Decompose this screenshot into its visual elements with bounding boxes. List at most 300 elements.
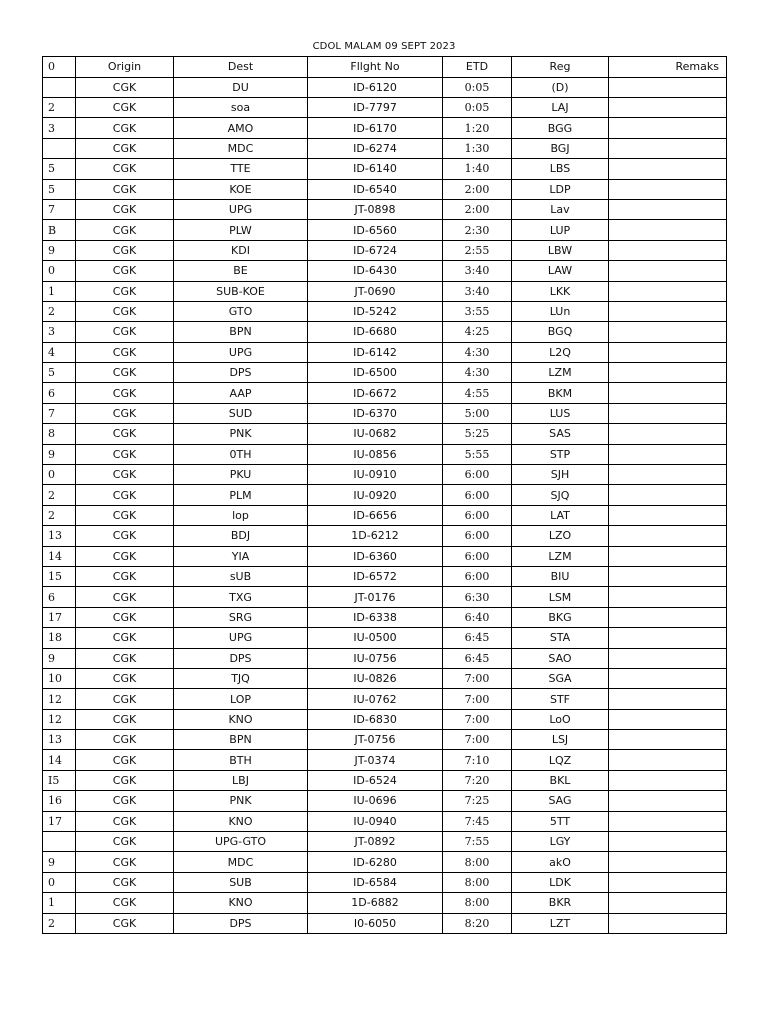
cell-etd: 1:30 xyxy=(443,138,512,158)
cell-flight-no: ID-6584 xyxy=(308,872,443,892)
cell-remarks xyxy=(609,505,727,525)
cell-origin: CGK xyxy=(76,138,174,158)
cell-etd: 6:40 xyxy=(443,607,512,627)
cell-flight-no: ID-6540 xyxy=(308,179,443,199)
cell-reg: LBW xyxy=(512,240,609,260)
cell-flight-no: ID-6430 xyxy=(308,261,443,281)
cell-no: 17 xyxy=(43,811,76,831)
cell-remarks xyxy=(609,199,727,219)
cell-remarks xyxy=(609,342,727,362)
cell-etd: 7:00 xyxy=(443,709,512,729)
cell-remarks xyxy=(609,587,727,607)
cell-flight-no: IU-0696 xyxy=(308,791,443,811)
cell-remarks xyxy=(609,730,727,750)
cell-reg: LKK xyxy=(512,281,609,301)
cell-dest: UPG xyxy=(174,628,308,648)
cell-no: 2 xyxy=(43,505,76,525)
cell-reg: LBS xyxy=(512,159,609,179)
cell-remarks xyxy=(609,546,727,566)
cell-etd: 7:00 xyxy=(443,668,512,688)
cell-dest: BTH xyxy=(174,750,308,770)
cell-flight-no: ID-6280 xyxy=(308,852,443,872)
cell-origin: CGK xyxy=(76,342,174,362)
cell-dest: MDC xyxy=(174,138,308,158)
table-row xyxy=(43,628,727,648)
cell-origin: CGK xyxy=(76,485,174,505)
cell-flight-no: ID-6170 xyxy=(308,118,443,138)
cell-flight-no: ID-6830 xyxy=(308,709,443,729)
cell-no: 9 xyxy=(43,648,76,668)
cell-no: 7 xyxy=(43,199,76,219)
cell-remarks xyxy=(609,607,727,627)
cell-etd: 6:30 xyxy=(443,587,512,607)
cell-reg: LDK xyxy=(512,872,609,892)
cell-flight-no: ID-6140 xyxy=(308,159,443,179)
cell-reg: LUS xyxy=(512,403,609,423)
cell-reg: BGG xyxy=(512,118,609,138)
cell-flight-no: ID-6680 xyxy=(308,322,443,342)
cell-reg: SAG xyxy=(512,791,609,811)
table-row xyxy=(43,770,727,790)
cell-flight-no: 1D-6212 xyxy=(308,526,443,546)
cell-reg: LoO xyxy=(512,709,609,729)
cell-origin: CGK xyxy=(76,811,174,831)
cell-dest: GTO xyxy=(174,301,308,321)
cell-no: 2 xyxy=(43,485,76,505)
cell-dest: DPS xyxy=(174,648,308,668)
cell-no: 0 xyxy=(43,261,76,281)
cell-flight-no: IU-0910 xyxy=(308,465,443,485)
header-remarks: Remaks xyxy=(609,57,727,78)
cell-dest: BPN xyxy=(174,730,308,750)
cell-etd: 7:25 xyxy=(443,791,512,811)
cell-etd: 6:45 xyxy=(443,628,512,648)
cell-reg: LZM xyxy=(512,546,609,566)
cell-flight-no: IU-0856 xyxy=(308,444,443,464)
cell-dest: PNK xyxy=(174,424,308,444)
cell-flight-no: IU-0826 xyxy=(308,668,443,688)
cell-flight-no: ID-6338 xyxy=(308,607,443,627)
cell-reg: SAS xyxy=(512,424,609,444)
cell-remarks xyxy=(609,179,727,199)
cell-no: I5 xyxy=(43,770,76,790)
cell-origin: CGK xyxy=(76,546,174,566)
cell-no: 0 xyxy=(43,465,76,485)
cell-etd: 5:25 xyxy=(443,424,512,444)
cell-etd: 0:05 xyxy=(443,97,512,117)
cell-dest: KOE xyxy=(174,179,308,199)
cell-dest: MDC xyxy=(174,852,308,872)
cell-dest: PLM xyxy=(174,485,308,505)
cell-reg: (D) xyxy=(512,77,609,97)
cell-etd: 7:00 xyxy=(443,689,512,709)
table-row xyxy=(43,363,727,383)
cell-remarks xyxy=(609,465,727,485)
cell-remarks xyxy=(609,444,727,464)
cell-dest: BDJ xyxy=(174,526,308,546)
cell-remarks xyxy=(609,709,727,729)
cell-remarks xyxy=(609,383,727,403)
cell-remarks xyxy=(609,159,727,179)
cell-remarks xyxy=(609,301,727,321)
cell-reg: STP xyxy=(512,444,609,464)
cell-etd: 8:00 xyxy=(443,893,512,913)
cell-flight-no: ID-6120 xyxy=(308,77,443,97)
cell-dest: AAP xyxy=(174,383,308,403)
table-row xyxy=(43,730,727,750)
cell-flight-no: IU-0762 xyxy=(308,689,443,709)
cell-reg: BKM xyxy=(512,383,609,403)
cell-reg: 5TT xyxy=(512,811,609,831)
table-row xyxy=(43,444,727,464)
table-row xyxy=(43,118,727,138)
cell-remarks xyxy=(609,118,727,138)
cell-no: 8 xyxy=(43,424,76,444)
cell-etd: 1:40 xyxy=(443,159,512,179)
cell-dest: PLW xyxy=(174,220,308,240)
cell-no: 2 xyxy=(43,97,76,117)
cell-reg: SAO xyxy=(512,648,609,668)
cell-dest: lop xyxy=(174,505,308,525)
cell-dest: DPS xyxy=(174,363,308,383)
cell-flight-no: ID-6500 xyxy=(308,363,443,383)
cell-flight-no: ID-6274 xyxy=(308,138,443,158)
table-body xyxy=(43,77,727,933)
cell-dest: KNO xyxy=(174,893,308,913)
table-row xyxy=(43,526,727,546)
cell-remarks xyxy=(609,281,727,301)
table-row xyxy=(43,893,727,913)
cell-no: 5 xyxy=(43,363,76,383)
cell-flight-no: ID-5242 xyxy=(308,301,443,321)
table-row xyxy=(43,220,727,240)
cell-reg: BIU xyxy=(512,566,609,586)
cell-remarks xyxy=(609,424,727,444)
cell-remarks xyxy=(609,138,727,158)
cell-remarks xyxy=(609,220,727,240)
cell-etd: 5:00 xyxy=(443,403,512,423)
cell-remarks xyxy=(609,648,727,668)
cell-origin: CGK xyxy=(76,240,174,260)
cell-remarks xyxy=(609,485,727,505)
cell-origin: CGK xyxy=(76,872,174,892)
cell-reg: SGA xyxy=(512,668,609,688)
cell-reg: STF xyxy=(512,689,609,709)
cell-origin: CGK xyxy=(76,77,174,97)
cell-origin: CGK xyxy=(76,893,174,913)
table-row xyxy=(43,342,727,362)
cell-etd: 7:20 xyxy=(443,770,512,790)
table-row xyxy=(43,811,727,831)
table-row xyxy=(43,709,727,729)
table-row xyxy=(43,424,727,444)
table-row xyxy=(43,281,727,301)
table-row xyxy=(43,791,727,811)
cell-etd: 8:00 xyxy=(443,852,512,872)
table-row xyxy=(43,383,727,403)
cell-etd: 6:00 xyxy=(443,465,512,485)
cell-reg: LAW xyxy=(512,261,609,281)
cell-no: 13 xyxy=(43,526,76,546)
cell-flight-no: JT-0176 xyxy=(308,587,443,607)
cell-etd: 1:20 xyxy=(443,118,512,138)
cell-dest: KDI xyxy=(174,240,308,260)
header-flight-no: Fllght No xyxy=(308,57,443,78)
cell-reg: LSM xyxy=(512,587,609,607)
cell-origin: CGK xyxy=(76,730,174,750)
cell-dest: SUB xyxy=(174,872,308,892)
cell-origin: CGK xyxy=(76,159,174,179)
cell-origin: CGK xyxy=(76,363,174,383)
cell-no: 12 xyxy=(43,689,76,709)
cell-etd: 2:00 xyxy=(443,179,512,199)
table-row xyxy=(43,668,727,688)
cell-origin: CGK xyxy=(76,383,174,403)
table-row xyxy=(43,832,727,852)
cell-flight-no: ID-6142 xyxy=(308,342,443,362)
cell-dest: UPG xyxy=(174,199,308,219)
cell-origin: CGK xyxy=(76,791,174,811)
cell-flight-no: JT-0756 xyxy=(308,730,443,750)
cell-no: 15 xyxy=(43,566,76,586)
cell-no: 13 xyxy=(43,730,76,750)
cell-no: 9 xyxy=(43,444,76,464)
cell-reg: BGQ xyxy=(512,322,609,342)
cell-dest: soa xyxy=(174,97,308,117)
cell-no: 6 xyxy=(43,587,76,607)
cell-etd: 2:30 xyxy=(443,220,512,240)
cell-dest: KNO xyxy=(174,709,308,729)
cell-dest: DPS xyxy=(174,913,308,933)
cell-flight-no: 1D-6882 xyxy=(308,893,443,913)
table-row xyxy=(43,689,727,709)
cell-dest: SUD xyxy=(174,403,308,423)
cell-etd: 8:20 xyxy=(443,913,512,933)
cell-dest: TJQ xyxy=(174,668,308,688)
cell-remarks xyxy=(609,770,727,790)
cell-etd: 2:00 xyxy=(443,199,512,219)
table-row xyxy=(43,199,727,219)
cell-no: 5 xyxy=(43,159,76,179)
cell-flight-no: ID-6572 xyxy=(308,566,443,586)
cell-remarks xyxy=(609,261,727,281)
cell-dest: SUB-KOE xyxy=(174,281,308,301)
table-row xyxy=(43,852,727,872)
cell-remarks xyxy=(609,668,727,688)
header-no: 0 xyxy=(43,57,76,78)
cell-origin: CGK xyxy=(76,505,174,525)
cell-origin: CGK xyxy=(76,709,174,729)
cell-flight-no: JT-0374 xyxy=(308,750,443,770)
cell-no xyxy=(43,77,76,97)
cell-no: 2 xyxy=(43,301,76,321)
cell-etd: 7:45 xyxy=(443,811,512,831)
cell-flight-no: ID-6724 xyxy=(308,240,443,260)
cell-remarks xyxy=(609,689,727,709)
cell-dest: UPG xyxy=(174,342,308,362)
cell-remarks xyxy=(609,791,727,811)
cell-flight-no: ID-6524 xyxy=(308,770,443,790)
cell-reg: LAT xyxy=(512,505,609,525)
cell-no: B xyxy=(43,220,76,240)
cell-origin: CGK xyxy=(76,668,174,688)
cell-origin: CGK xyxy=(76,465,174,485)
table-row xyxy=(43,261,727,281)
cell-dest: BE xyxy=(174,261,308,281)
cell-no xyxy=(43,832,76,852)
cell-dest: PKU xyxy=(174,465,308,485)
flight-schedule-table xyxy=(42,56,727,934)
cell-dest: KNO xyxy=(174,811,308,831)
cell-origin: CGK xyxy=(76,750,174,770)
cell-remarks xyxy=(609,240,727,260)
header-reg: Reg xyxy=(512,57,609,78)
cell-remarks xyxy=(609,832,727,852)
table-row xyxy=(43,138,727,158)
cell-remarks xyxy=(609,97,727,117)
document-title: CDOL MALAM 09 SEPT 2023 xyxy=(312,41,456,52)
cell-no: 9 xyxy=(43,240,76,260)
cell-flight-no: IU-0756 xyxy=(308,648,443,668)
cell-etd: 6:00 xyxy=(443,566,512,586)
cell-origin: CGK xyxy=(76,322,174,342)
cell-reg: STA xyxy=(512,628,609,648)
cell-no: 6 xyxy=(43,383,76,403)
table-row xyxy=(43,159,727,179)
header-origin: Origin xyxy=(76,57,174,78)
cell-etd: 6:45 xyxy=(443,648,512,668)
cell-dest: sUB xyxy=(174,566,308,586)
table-row xyxy=(43,301,727,321)
cell-remarks xyxy=(609,403,727,423)
cell-reg: BKG xyxy=(512,607,609,627)
cell-flight-no: JT-0898 xyxy=(308,199,443,219)
cell-flight-no: IU-0500 xyxy=(308,628,443,648)
cell-origin: CGK xyxy=(76,648,174,668)
cell-no: 10 xyxy=(43,668,76,688)
cell-reg: Lav xyxy=(512,199,609,219)
header-row xyxy=(43,57,727,78)
cell-reg: SJH xyxy=(512,465,609,485)
cell-remarks xyxy=(609,322,727,342)
cell-flight-no: IU-0940 xyxy=(308,811,443,831)
cell-dest: DU xyxy=(174,77,308,97)
cell-no: 3 xyxy=(43,322,76,342)
cell-no: 16 xyxy=(43,791,76,811)
cell-origin: CGK xyxy=(76,566,174,586)
cell-no: 2 xyxy=(43,913,76,933)
table-row xyxy=(43,872,727,892)
cell-remarks xyxy=(609,750,727,770)
table-row xyxy=(43,913,727,933)
cell-no: 4 xyxy=(43,342,76,362)
table-row xyxy=(43,97,727,117)
cell-origin: CGK xyxy=(76,220,174,240)
cell-origin: CGK xyxy=(76,607,174,627)
cell-etd: 5:55 xyxy=(443,444,512,464)
cell-etd: 6:00 xyxy=(443,505,512,525)
cell-origin: CGK xyxy=(76,587,174,607)
cell-no: 14 xyxy=(43,750,76,770)
cell-origin: CGK xyxy=(76,770,174,790)
cell-etd: 8:00 xyxy=(443,872,512,892)
cell-reg: BKL xyxy=(512,770,609,790)
cell-no xyxy=(43,138,76,158)
cell-dest: TTE xyxy=(174,159,308,179)
table-row xyxy=(43,607,727,627)
table-row xyxy=(43,485,727,505)
cell-etd: 4:30 xyxy=(443,363,512,383)
cell-origin: CGK xyxy=(76,628,174,648)
cell-etd: 7:00 xyxy=(443,730,512,750)
cell-etd: 7:10 xyxy=(443,750,512,770)
cell-remarks xyxy=(609,566,727,586)
table-row xyxy=(43,546,727,566)
table-row xyxy=(43,465,727,485)
cell-origin: CGK xyxy=(76,526,174,546)
cell-no: 0 xyxy=(43,872,76,892)
cell-remarks xyxy=(609,77,727,97)
cell-reg: LDP xyxy=(512,179,609,199)
cell-dest: YIA xyxy=(174,546,308,566)
cell-flight-no: IU-0682 xyxy=(308,424,443,444)
cell-flight-no: ID-6560 xyxy=(308,220,443,240)
cell-no: 18 xyxy=(43,628,76,648)
cell-origin: CGK xyxy=(76,689,174,709)
cell-dest: LOP xyxy=(174,689,308,709)
cell-flight-no: JT-0892 xyxy=(308,832,443,852)
table-row xyxy=(43,750,727,770)
cell-remarks xyxy=(609,852,727,872)
table-row xyxy=(43,648,727,668)
cell-dest: LBJ xyxy=(174,770,308,790)
cell-reg: LAJ xyxy=(512,97,609,117)
cell-etd: 3:40 xyxy=(443,281,512,301)
cell-flight-no: ID-6672 xyxy=(308,383,443,403)
cell-origin: CGK xyxy=(76,199,174,219)
table-row xyxy=(43,77,727,97)
cell-reg: akO xyxy=(512,852,609,872)
cell-etd: 6:00 xyxy=(443,526,512,546)
cell-remarks xyxy=(609,811,727,831)
cell-etd: 3:40 xyxy=(443,261,512,281)
table-row xyxy=(43,587,727,607)
header-etd: ETD xyxy=(443,57,512,78)
cell-dest: UPG-GTO xyxy=(174,832,308,852)
cell-etd: 4:55 xyxy=(443,383,512,403)
cell-etd: 7:55 xyxy=(443,832,512,852)
cell-origin: CGK xyxy=(76,281,174,301)
cell-no: 14 xyxy=(43,546,76,566)
cell-reg: LGY xyxy=(512,832,609,852)
cell-remarks xyxy=(609,363,727,383)
cell-reg: LUP xyxy=(512,220,609,240)
cell-no: 1 xyxy=(43,893,76,913)
cell-remarks xyxy=(609,893,727,913)
cell-origin: CGK xyxy=(76,97,174,117)
cell-etd: 0:05 xyxy=(443,77,512,97)
cell-reg: LZM xyxy=(512,363,609,383)
cell-reg: SJQ xyxy=(512,485,609,505)
cell-origin: CGK xyxy=(76,403,174,423)
cell-reg: BGJ xyxy=(512,138,609,158)
cell-flight-no: ID-6370 xyxy=(308,403,443,423)
cell-remarks xyxy=(609,872,727,892)
cell-flight-no: ID-7797 xyxy=(308,97,443,117)
cell-dest: PNK xyxy=(174,791,308,811)
cell-etd: 6:00 xyxy=(443,485,512,505)
cell-flight-no: ID-6656 xyxy=(308,505,443,525)
